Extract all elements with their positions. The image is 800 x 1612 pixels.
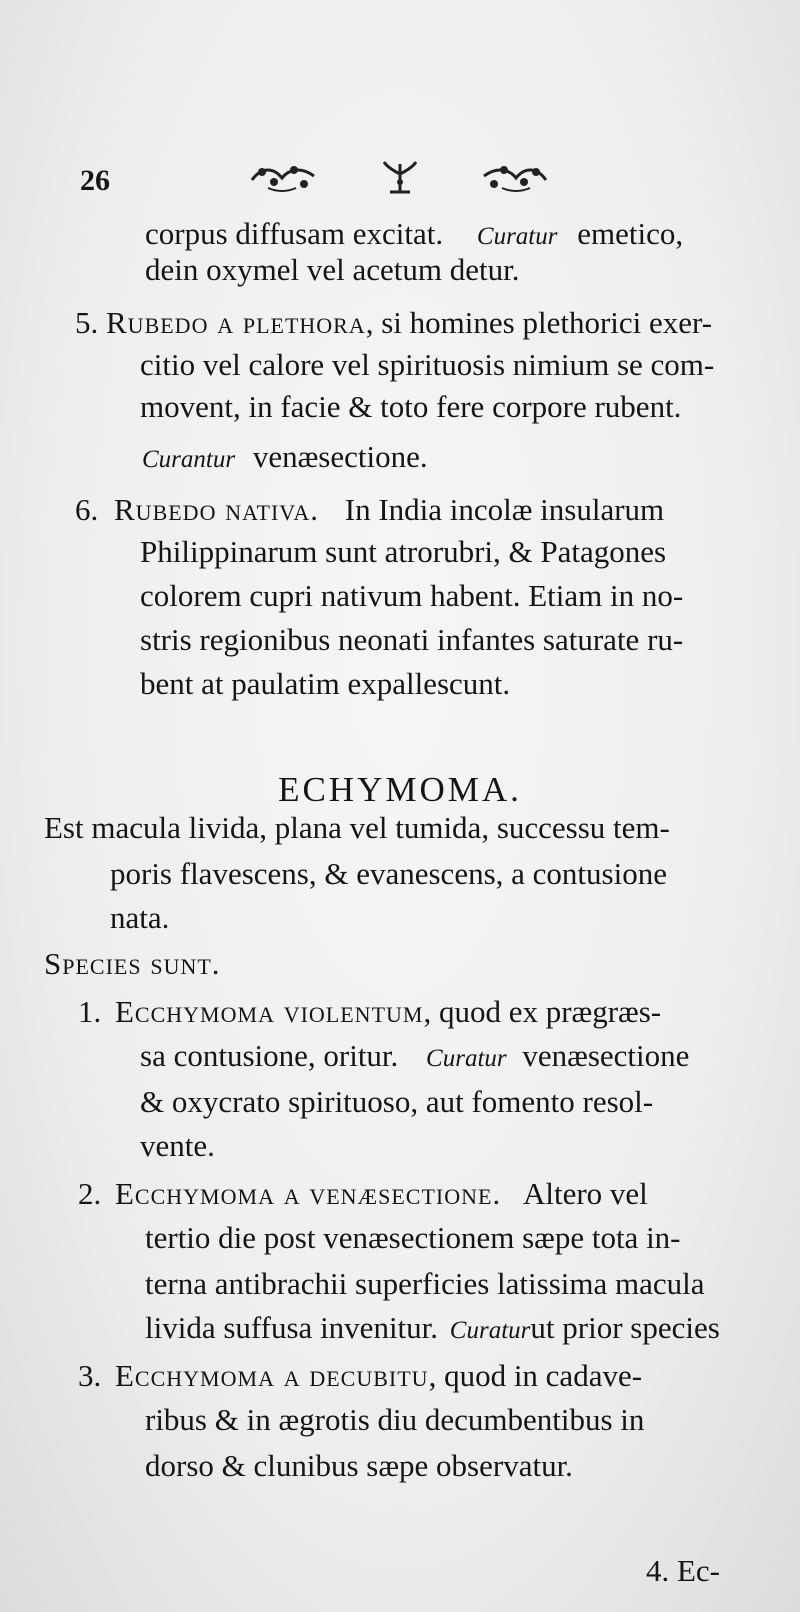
- text-line: ribus & in ægrotis diu decumbentibus in: [145, 1402, 645, 1437]
- text-line: nata.: [110, 900, 170, 935]
- item-title: Ecchymoma violentum: [115, 994, 424, 1029]
- item-title: Ecchymoma a decubitu: [115, 1358, 429, 1393]
- text-fragment: Altero vel: [522, 1176, 648, 1211]
- item-number: 3.: [78, 1358, 102, 1393]
- item-title: Rubedo a plethora: [106, 305, 366, 340]
- text-fragment: sa contusione, oritur.: [140, 1038, 399, 1073]
- text-line: bent at paulatim expallescunt.: [140, 666, 511, 701]
- text-line: [140, 1040, 689, 1071]
- catchword: 4. Ec-: [645, 1553, 720, 1588]
- fleuron-left-icon: [248, 160, 318, 194]
- text-line: citio vel calore vel spirituosis nimium se com-: [140, 347, 715, 382]
- italic-term: Curatur: [426, 1045, 507, 1072]
- text-line: terna antibrachii superficies latissima macula: [145, 1266, 705, 1301]
- text-line: tertio die post venæsectionem sæpe tota in-: [145, 1220, 681, 1255]
- text-fragment: , si homines plethorici exer-: [365, 305, 713, 340]
- text-line: [75, 494, 664, 525]
- text-line: movent, in facie & toto fere corpore rubent.: [140, 389, 682, 424]
- item-number: 5.: [75, 305, 99, 340]
- fleuron-center-icon: [380, 160, 420, 196]
- text-fragment: corpus diffusam excitat.: [145, 216, 444, 251]
- text-line: & oxycrato spirituoso, aut fomento resol-: [140, 1084, 654, 1119]
- fleuron-right-icon: [480, 160, 550, 194]
- italic-term: Curatur: [449, 1317, 531, 1344]
- text-line: dein oxymel vel acetum detur.: [145, 252, 520, 287]
- item-number: 1.: [78, 994, 102, 1029]
- text-fragment: livida suffusa invenitur.: [145, 1310, 439, 1345]
- text-line: Est macula livida, plana vel tumida, successu tem-: [44, 810, 670, 845]
- text-line: stris regionibus neonati infantes saturate ru-: [140, 622, 684, 657]
- text-fragment: emetico,: [577, 216, 684, 251]
- text-line: [142, 441, 428, 472]
- text-line: [78, 1178, 648, 1209]
- text-fragment: ut prior species: [530, 1310, 720, 1345]
- text-line: [78, 996, 661, 1027]
- text-line: dorso & clunibus sæpe observatur.: [145, 1448, 573, 1483]
- italic-term: Curatur: [476, 223, 558, 250]
- item-number: 2.: [78, 1176, 102, 1211]
- text-fragment: , quod ex prægræs-: [423, 994, 662, 1029]
- item-title: Ecchymoma a venæsectione.: [115, 1176, 502, 1211]
- item-number: 6.: [75, 492, 99, 527]
- text-line: [75, 307, 712, 338]
- text-line: [145, 218, 683, 249]
- section-heading: ECHYMOMA.: [278, 770, 522, 809]
- item-title: Rubedo nativa.: [114, 492, 319, 527]
- text-fragment: venæsectione: [522, 1038, 690, 1073]
- text-line: Species sunt.: [44, 946, 221, 981]
- text-fragment: , quod in cadave-: [428, 1358, 643, 1393]
- text-line: Philippinarum sunt atrorubri, & Patagones: [140, 534, 667, 569]
- text-line: colorem cupri nativum habent. Etiam in no-: [140, 578, 684, 613]
- italic-term: Curantur: [142, 446, 236, 473]
- text-fragment: In India incolæ insularum: [344, 492, 665, 527]
- text-line: poris flavescens, & evanescens, a contusione: [110, 856, 667, 891]
- text-line: vente.: [140, 1128, 215, 1163]
- text-fragment: venæsectione.: [252, 439, 428, 474]
- text-line: [78, 1360, 642, 1391]
- text-line: [145, 1312, 720, 1343]
- page-number: 26: [80, 164, 110, 197]
